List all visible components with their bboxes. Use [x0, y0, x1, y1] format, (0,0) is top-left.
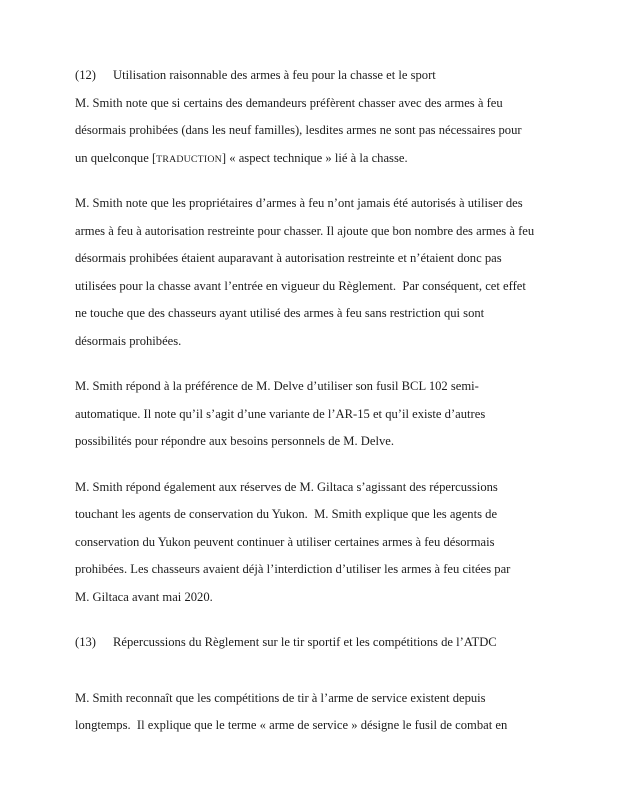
heading-line — [75, 629, 583, 657]
text-line: prohibées. Les chasseurs avaient déjà l’interdiction d’utiliser les armes à feu citées par — [75, 562, 511, 576]
text-line: désormais prohibées (dans les neuf familles), lesdites armes ne sont pas nécessaires pour — [75, 123, 522, 137]
smallcaps-token: TRADUCTION — [156, 153, 222, 165]
section-heading-13 — [75, 629, 583, 657]
section-heading-12 — [75, 62, 583, 90]
section-title: Répercussions du Règlement sur le tir sportif et les compétitions de l’ATDC — [113, 635, 497, 649]
section-title: Utilisation raisonnable des armes à feu pour la chasse et le sport — [113, 68, 436, 82]
text-line: M. Smith répond également aux réserves de M. Giltaca s’agissant des répercussions — [75, 479, 498, 494]
text-line: M. Smith note que les propriétaires d’armes à feu n’ont jamais été autorisés à utiliser des — [75, 196, 523, 210]
text-line: M. Smith répond à la préférence de M. Delve d’utiliser son fusil BCL 102 semi- — [75, 379, 479, 393]
section-number: (12) — [75, 68, 96, 82]
heading-line — [75, 62, 583, 90]
section-number: (13) — [75, 635, 96, 649]
text-line: conservation du Yukon peuvent continuer à utiliser certaines armes à feu désormais — [75, 534, 495, 549]
text-line: automatique. Il note qu’il s’agit d’une variante de l’AR-15 et qu’il existe d’autres — [75, 406, 486, 421]
paragraph-reasonable-use — [75, 90, 583, 173]
text-line: désormais prohibées étaient auparavant à autorisation restreinte et n’étaient donc pas — [75, 251, 502, 265]
text-line: utilisées pour la chasse avant l’entrée en vigueur du Règlement. Par conséquent, cet effet — [75, 278, 526, 293]
text-line: touchant les agents de conservation du Yukon. M. Smith explique que les agents de — [75, 507, 498, 521]
text-line: possibilités pour répondre aux besoins personnels de M. Delve. — [75, 434, 394, 448]
text-line: longtemps. Il explique que le terme « arme de service » désigne le fusil de combat en — [75, 718, 508, 732]
text-line: armes à feu à autorisation restreinte pour chasser. Il ajoute que bon nombre des armes à feu — [75, 223, 535, 238]
text-line: ne touche que des chasseurs ayant utilisé des armes à feu sans restriction qui sont — [75, 306, 485, 320]
text-line: un quelconque [TRADUCTION] « aspect technique » lié à la chasse. — [75, 150, 408, 165]
text-line: M. Smith note que si certains des demandeurs préfèrent chasser avec des armes à feu — [75, 95, 503, 110]
text-line: M. Smith reconnaît que les compétitions de tir à l’arme de service existent depuis — [75, 690, 486, 705]
paragraph-giltaca-yukon — [75, 474, 583, 612]
paragraph-restricted-authorization — [75, 190, 583, 355]
paragraph-delve-bcl102 — [75, 373, 583, 456]
paragraph-service-rifle — [75, 685, 583, 740]
text-line: M. Giltaca avant mai 2020. — [75, 589, 213, 604]
text-line: désormais prohibées. — [75, 333, 182, 348]
